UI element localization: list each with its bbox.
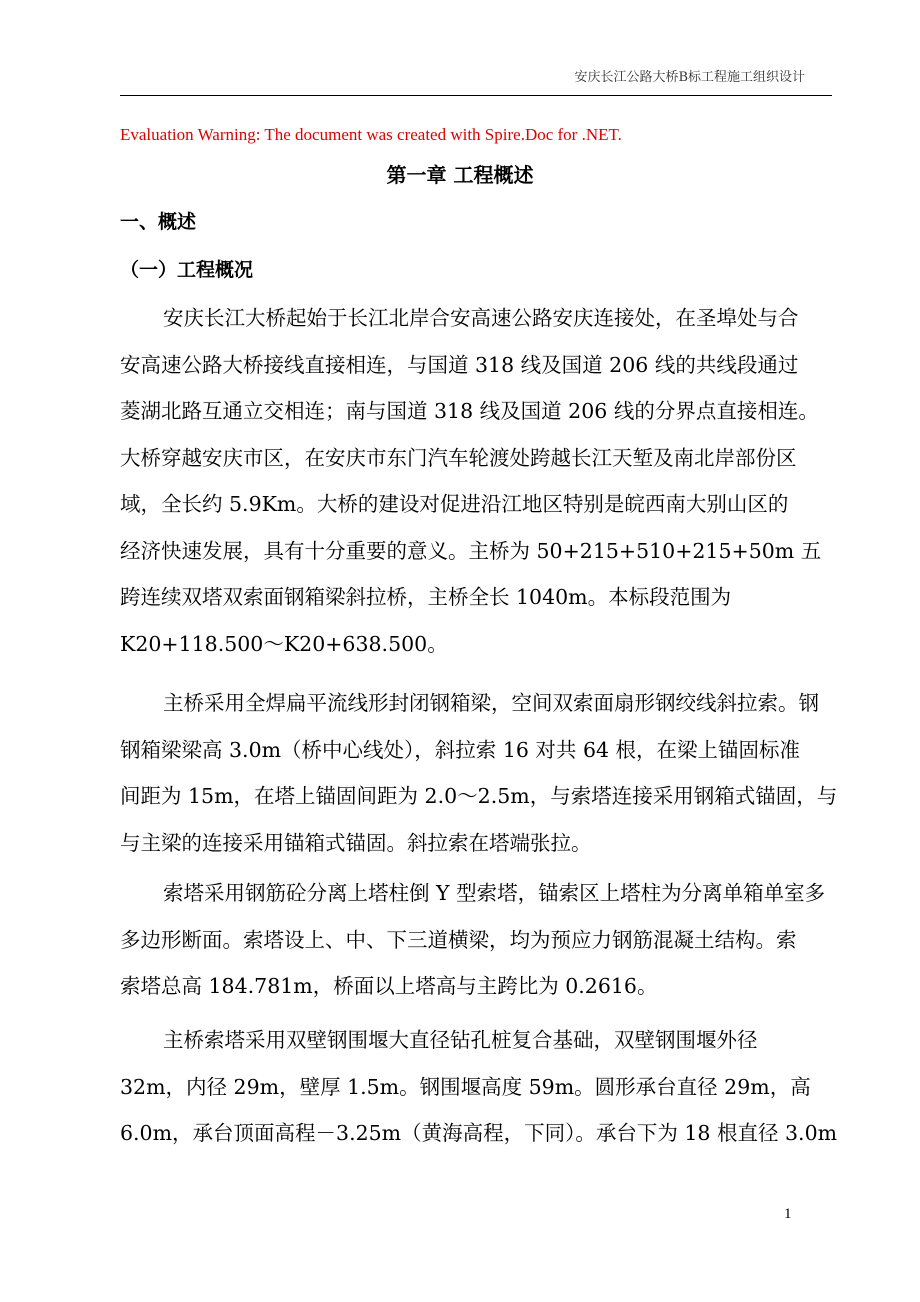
paragraph-line: 多边形断面。索塔设上、中、下三道横梁，均为预应力钢筋混凝土结构。索 [120, 927, 797, 952]
paragraph-line: 经济快速发展，具有十分重要的意义。主桥为 50+215+510+215+50m 五 [120, 538, 822, 563]
paragraph-line: 主桥采用全焊扁平流线形封闭钢箱梁，空间双索面扇形钢绞线斜拉索。钢 [163, 691, 819, 715]
paragraph-line: 域，全长约 5.9Km。大桥的建设对促进沿江地区特别是皖西南大别山区的 [120, 492, 789, 516]
paragraph-line: 6.0m，承台顶面高程－3.25m（黄海高程，下同）。承台下为 18 根直径 3.0m [120, 1121, 838, 1145]
paragraph-line: 钢箱梁梁高 3.0m（桥中心线处），斜拉索 16 对共 64 根，在梁上锚固标准 [120, 737, 801, 762]
paragraph-line: 索塔采用钢筋砼分离上塔柱倒 Y 型索塔，锚索区上塔柱为分离单箱单室多 [163, 881, 826, 905]
paragraph-line: 索塔总高 184.781m，桥面以上塔高与主跨比为 0.2616。 [120, 974, 658, 998]
paragraph-line: K20+118.500～K20+638.500。 [120, 631, 448, 656]
evaluation-warning: Evaluation Warning: The document was created with Spire.Doc for .NET. [120, 125, 622, 144]
section-heading: 一、概述 [120, 211, 197, 233]
running-header: 安庆长江公路大桥B标工程施工组织设计 [574, 70, 805, 85]
paragraph-line: 安庆长江大桥起始于长江北岸合安高速公路安庆连接处，在圣埠处与合 [163, 306, 799, 330]
subsection-heading: （一）工程概况 [120, 259, 254, 281]
chapter-title: 第一章 工程概述 [386, 163, 534, 187]
paragraph-line: 主桥索塔采用双壁钢围堰大直径钻孔桩复合基础，双壁钢围堰外径 [163, 1028, 758, 1052]
paragraph-line: 32m，内径 29m，壁厚 1.5m。钢围堰高度 59m。圆形承台直径 29m，高 [120, 1074, 811, 1099]
header-rule [120, 95, 832, 96]
paragraph-line: 菱湖北路互通立交相连；南与国道 318 线及国道 206 线的分界点直接相连。 [120, 399, 819, 423]
paragraph-line: 跨连续双塔双索面钢箱梁斜拉桥，主桥全长 1040m。本标段范围为 [120, 585, 732, 609]
paragraph-line: 安高速公路大桥接线直接相连，与国道 318 线及国道 206 线的共线段通过 [120, 352, 799, 377]
paragraph-line: 间距为 15m，在塔上锚固间距为 2.0～2.5m，与索塔连接采用钢箱式锚固，与 [120, 784, 838, 808]
paragraph-line: 大桥穿越安庆市区，在安庆市东门汽车轮渡处跨越长江天堑及南北岸部份区 [120, 445, 797, 470]
page-number: 1 [784, 1206, 792, 1222]
paragraph-line: 与主梁的连接采用锚箱式锚固。斜拉索在塔端张拉。 [120, 830, 592, 855]
